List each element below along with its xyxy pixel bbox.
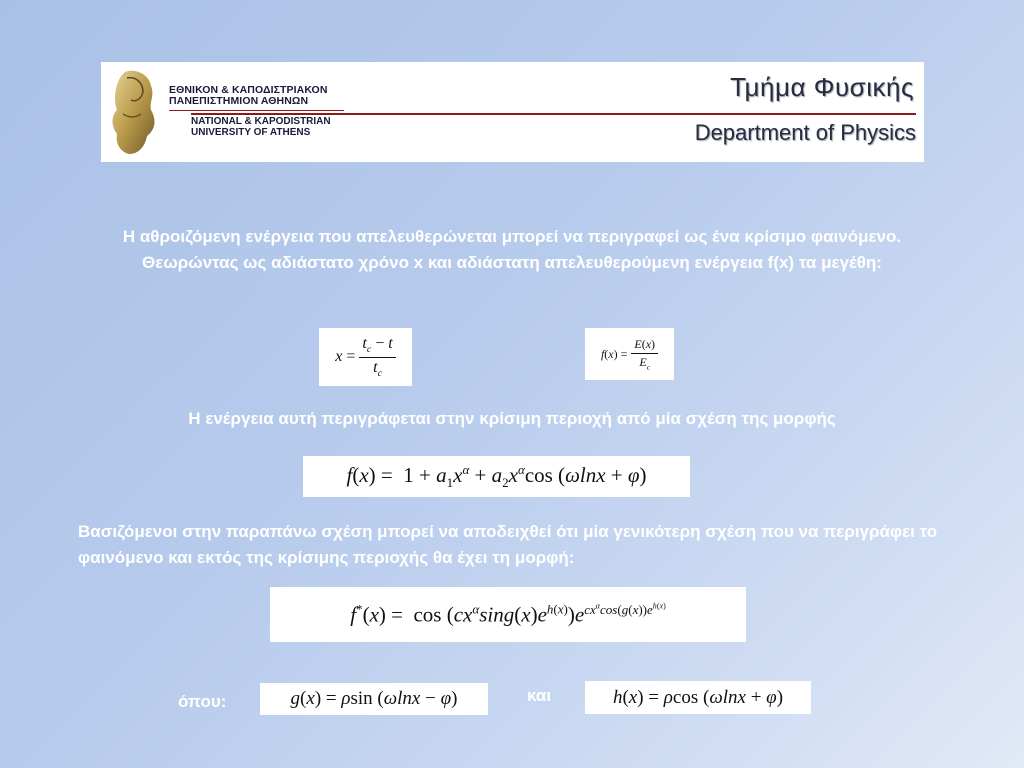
equation-dimensionless-time: x = $\frac{t_c - t}{t_c}$ — [319, 328, 412, 386]
university-name-greek — [169, 85, 328, 107]
university-name-english-line2: UNIVERSITY OF ATHENS — [191, 127, 311, 138]
critical-region-paragraph: Η ενέργεια αυτή περιγράφεται στην κρίσιμη περιοχή από μία σχέση της μορφής — [188, 409, 836, 428]
equation-dimensionless-energy: f(x) = $\frac{E(x)}{E_c}$ — [585, 328, 674, 380]
equation-critical-form: $f(x) = 1 + a_1x^\alpha + a_2x^\alpha\cos$ (ωlnx + φ) — [303, 456, 690, 497]
equation-general-form: $f^*(x) = \cos (cx^\alpha\sin g(x)e^{h(x)})e^{cx^\alpha cos(g(x))e^{h(x)}}$ — [270, 587, 746, 642]
equation-g-definition: g(x) = ρsin (ωlnx − φ) — [260, 683, 488, 715]
and-label: και — [527, 686, 552, 705]
equation-h-definition: h(x) = ρcos (ωlnx + φ) — [585, 681, 811, 714]
athena-crest-icon — [105, 66, 161, 158]
department-name-greek: Τμήμα Φυσικής — [730, 72, 914, 102]
university-name-greek-line1: ΕΘΝΙΚΟΝ & ΚΑΠΟΔΙΣΤΡΙΑΚΟΝ — [169, 84, 328, 96]
intro-paragraph: Η αθροιζόμενη ενέργεια που απελευθερώνεται μπορεί να περιγραφεί ως ένα κρίσιμο φαινόμενο. Θεωρώντας ως αδιάστατο χρόνο x και αδιάστατη απελευθερούμενη ενέργεια f(x) τα μεγέθη: — [122, 227, 902, 272]
department-name-english: Department of Physics — [694, 120, 916, 145]
divider-long — [191, 113, 916, 115]
university-name-greek-line2: ΠΑΝΕΠΙΣΤΗΜΙΟΝ ΑΘΗΝΩΝ — [169, 95, 309, 107]
general-form-paragraph: Βασιζόμενοι στην παραπάνω σχέση μπορεί να αποδειχθεί ότι μία γενικότερη σχέση που να περιγράφει το φαινόμενο και εκτός της κρίσιμης περιοχής θα έχει τη μορφή: — [78, 522, 938, 567]
university-name-english-line1: NATIONAL & KAPODISTRIAN — [191, 116, 331, 127]
university-name-english — [191, 116, 331, 138]
divider — [169, 110, 344, 111]
department-banner — [101, 62, 924, 162]
where-label: όπου: — [178, 692, 227, 711]
